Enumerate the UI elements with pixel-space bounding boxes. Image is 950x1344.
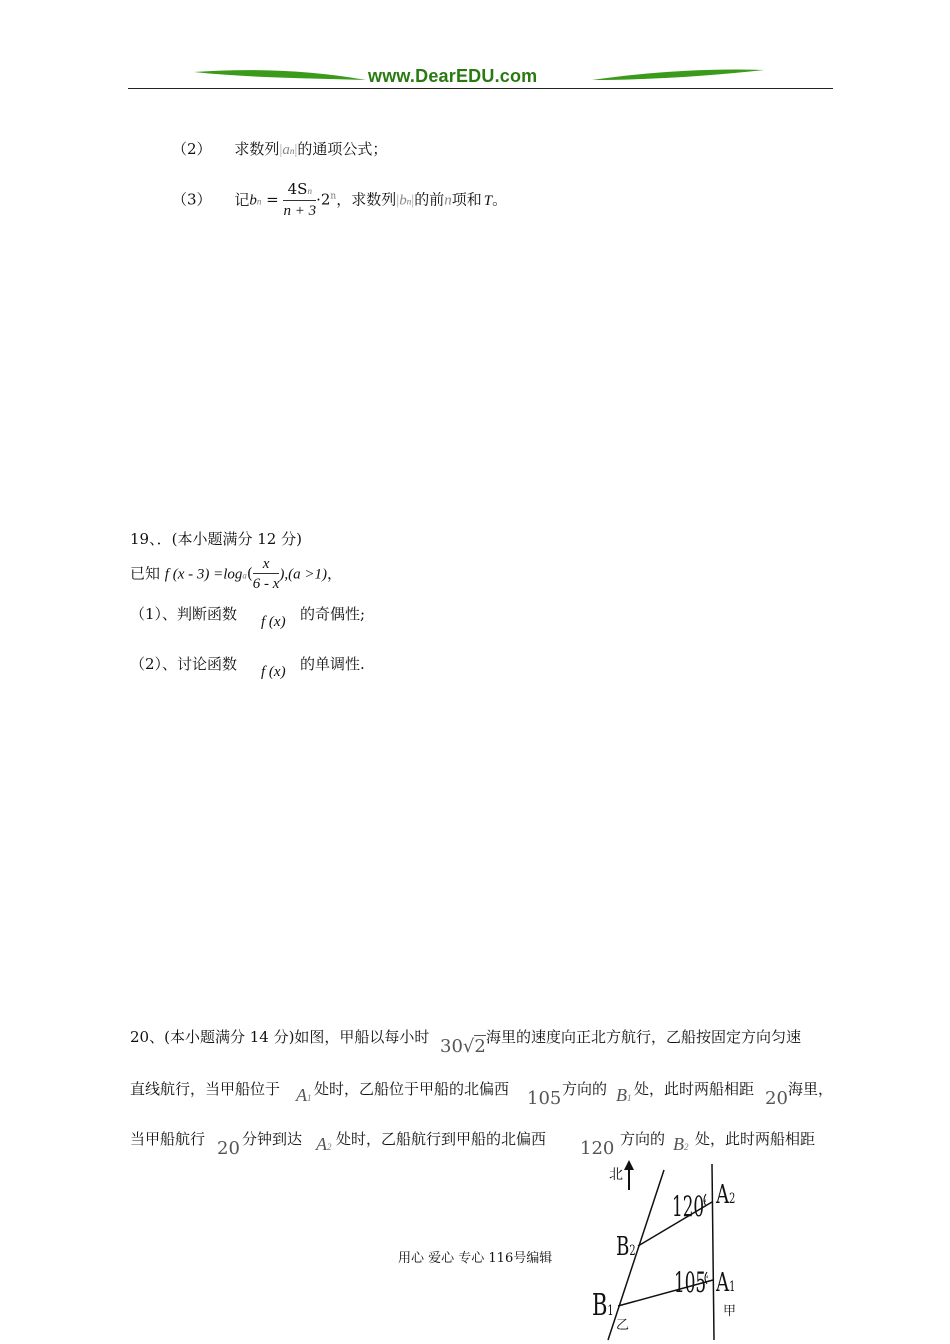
math-num: 2	[474, 1036, 486, 1057]
brace: |	[396, 192, 400, 209]
label-A2	[716, 1180, 735, 1210]
q20-line2-a: 直线航行，当甲船位于	[130, 1080, 281, 1098]
q20-line3-a: 当甲船航行	[130, 1130, 206, 1148]
part-number: （3）	[172, 190, 212, 209]
q20-line3-d: 方向的	[620, 1130, 666, 1148]
degree-symbol: °	[704, 1198, 707, 1208]
sqrt-icon: √	[462, 1036, 475, 1057]
point-sub: 2	[629, 1243, 636, 1259]
point-sub: 2	[729, 1191, 736, 1207]
jia-course-line	[712, 1164, 714, 1340]
brace: |	[294, 142, 298, 158]
math-num: 30	[440, 1036, 463, 1057]
point-letter: A	[716, 1268, 730, 1298]
north-arrowhead-icon	[624, 1160, 634, 1170]
math-var: B	[616, 1085, 627, 1105]
q20-speed	[440, 1036, 486, 1057]
label-B2	[616, 1232, 636, 1262]
text: ，	[327, 564, 343, 583]
right-leaf-decoration	[588, 66, 768, 86]
q19-part1-text: 的奇偶性;	[300, 605, 366, 623]
q20-line1-a: 20、(本小题满分 14 分)如图，甲船以每小时	[130, 1028, 430, 1046]
point-letter: A	[716, 1180, 730, 1210]
text: 的通项公式；	[297, 140, 388, 158]
text: 求数列	[234, 140, 280, 158]
left-leaf-decoration	[190, 66, 370, 86]
frac-den: 6 - x	[252, 576, 280, 592]
q19-title: 19、．(本小题满分 12 分)	[130, 530, 302, 548]
text: ，求数列	[336, 190, 397, 209]
q20-line3-e: 处，此时两船相距	[695, 1130, 816, 1148]
math-var: A	[296, 1085, 307, 1105]
point-sub: 1	[607, 1303, 614, 1319]
label-A1	[716, 1268, 735, 1298]
fraction	[283, 180, 316, 221]
math-sub: n	[307, 186, 312, 196]
frac-den: n + 3	[283, 203, 317, 219]
text: 。	[492, 190, 508, 209]
north-label: 北	[609, 1167, 623, 1183]
angle-value: 120	[672, 1190, 705, 1223]
q20-line2-e: 海里，	[788, 1080, 834, 1098]
q20-angle-105: 105	[527, 1088, 562, 1109]
math-expr: f (x - 3) =log	[164, 566, 243, 583]
math-mult: ·2	[316, 190, 331, 209]
math-var: b	[249, 192, 257, 209]
angle-value: 105	[674, 1266, 707, 1299]
paren: (	[246, 564, 253, 583]
q20-minutes: 20	[217, 1138, 240, 1159]
brace: |	[411, 192, 415, 209]
q20-A1	[296, 1085, 312, 1106]
frac-num: 4S	[287, 180, 308, 198]
text: 记	[234, 190, 250, 209]
degree-symbol: °	[706, 1274, 709, 1284]
math-sub: a	[242, 570, 247, 581]
math-var: a	[282, 142, 290, 158]
q20-A2	[316, 1134, 332, 1155]
q20-B2	[673, 1134, 689, 1155]
header-rule	[128, 88, 833, 89]
angle-label-105	[674, 1266, 708, 1299]
math-sub: 2	[684, 1142, 689, 1152]
math-sub: 2	[327, 1142, 332, 1152]
equals: =	[266, 190, 279, 209]
brace: |	[279, 142, 283, 158]
q19-given	[130, 555, 342, 594]
q20-line3-c: 处时，乙船航行到甲船的北偏西	[336, 1130, 547, 1148]
page-footer: 用心 爱心 专心 116号编辑	[398, 1251, 553, 1266]
q19-part1-label: （1）、判断函数	[130, 605, 238, 623]
math-sub: n	[256, 196, 262, 207]
label-B1	[592, 1288, 614, 1323]
text: 已知	[130, 564, 161, 583]
q20-line2-d: 处，此时两船相距	[634, 1080, 755, 1098]
q20-line2-c: 方向的	[562, 1080, 608, 1098]
q20-line1-b: 海里的速度向正北方航行，乙船按固定方向匀速	[486, 1028, 802, 1046]
math-var: B	[673, 1134, 684, 1154]
q19-part2-func: f (x)	[261, 664, 286, 680]
math-sub: n	[406, 196, 412, 207]
q20-line2-b: 处时，乙船位于甲船的北偏西	[314, 1080, 510, 1098]
math-var: n	[444, 192, 452, 209]
point-letter: B	[616, 1232, 630, 1262]
label-jia: 甲	[723, 1304, 737, 1319]
q18-part2	[172, 138, 387, 159]
q20-line3-b: 分钟到达	[242, 1130, 303, 1148]
math-sub: 1	[307, 1093, 312, 1103]
point-letter: B	[592, 1288, 608, 1323]
math-var: T	[483, 192, 493, 209]
q20-angle-120: 120	[580, 1138, 615, 1159]
math-var: A	[316, 1134, 327, 1154]
angle-label-120	[672, 1190, 706, 1223]
text: 的前	[414, 190, 445, 209]
math-var: b	[399, 192, 407, 209]
site-url: www.DearEDU.com	[368, 66, 538, 86]
math-sub: n	[289, 146, 295, 156]
q20-B1	[616, 1085, 632, 1106]
math-exp: n	[330, 191, 337, 202]
q19-part2-label: （2）、讨论函数	[130, 655, 238, 673]
q18-part3	[172, 180, 507, 221]
fraction	[253, 555, 280, 594]
point-sub: 1	[729, 1279, 736, 1295]
q20-dist: 20	[765, 1088, 788, 1109]
part-number: （2）	[172, 140, 212, 158]
math-expr: ),(a >1)	[279, 566, 328, 583]
frac-num: x	[253, 555, 280, 574]
label-yi: 乙	[616, 1318, 630, 1333]
math-sub: 1	[627, 1093, 632, 1103]
q19-part1-func: f (x)	[261, 614, 286, 630]
text: 项和	[451, 190, 482, 209]
q19-part2-text: 的单调性.	[300, 655, 365, 673]
